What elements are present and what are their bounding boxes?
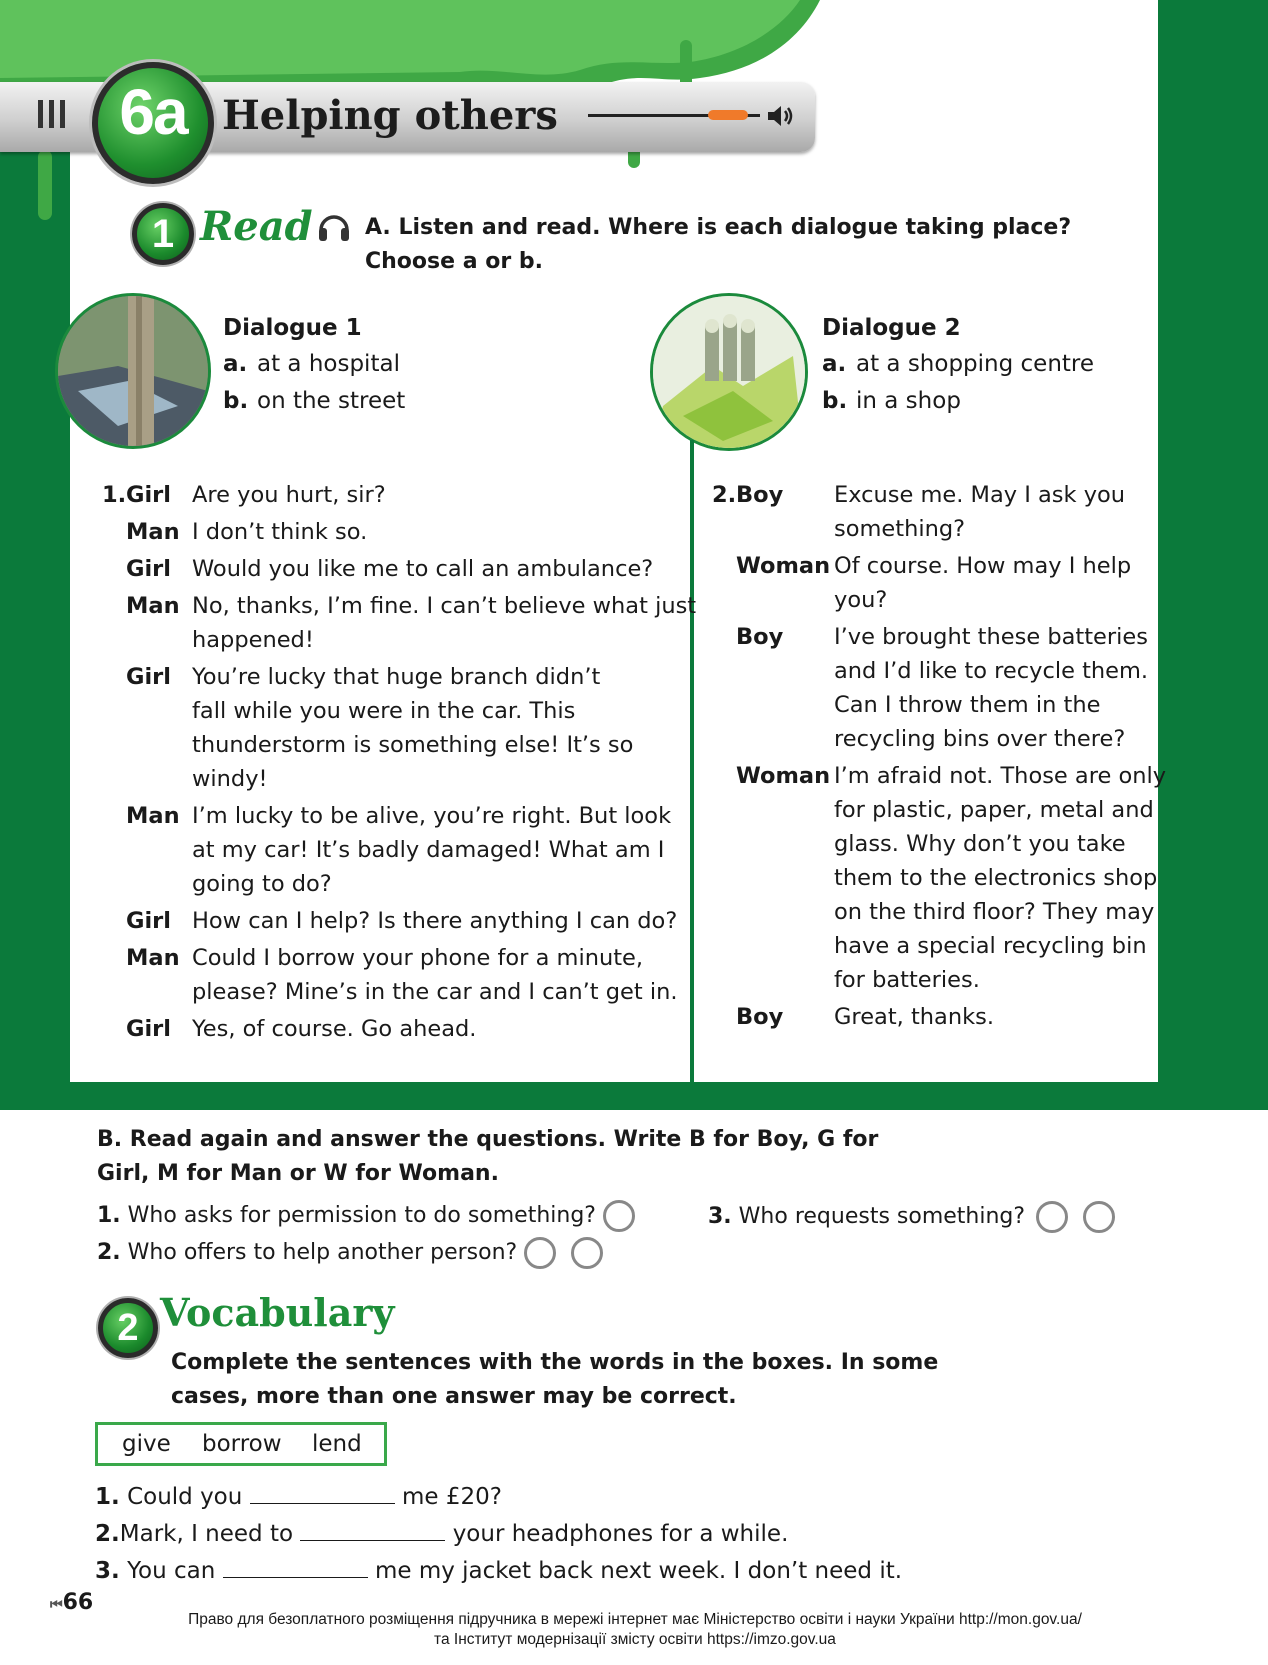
word-option[interactable]: lend	[312, 1431, 362, 1457]
instruction-line-1: A. Listen and read. Where is each dialogue taking place?	[365, 215, 1072, 240]
dialogue-1-option-a[interactable]: a. at a hospital	[223, 351, 400, 377]
dialogue-1-heading: Dialogue 1	[223, 315, 362, 341]
dialogue-line: Of course. How may I help	[834, 553, 1132, 579]
speaker-label: Girl	[126, 908, 171, 934]
word-option[interactable]: give	[122, 1431, 171, 1457]
answer-circle[interactable]	[524, 1237, 556, 1269]
headphones-icon	[316, 208, 352, 244]
dialogue-line: Are you hurt, sir?	[192, 482, 386, 508]
dialogue-line: at my car! It’s badly damaged! What am I	[192, 837, 665, 863]
blank-field[interactable]	[223, 1559, 368, 1578]
dialogue-line: something?	[834, 516, 966, 542]
dialogue-2-option-b[interactable]: b. in a shop	[822, 388, 961, 414]
dialogue-line: please? Mine’s in the car and I can’t get in.	[192, 979, 678, 1005]
dialogue-line: going to do?	[192, 871, 332, 897]
dialogue-line: I’ve brought these batteries	[834, 624, 1148, 650]
batteries-recycling-photo	[650, 293, 808, 451]
word-box	[95, 1422, 387, 1466]
dialogue-line: Can I throw them in the	[834, 692, 1101, 718]
question-2: 2. Who offers to help another person?	[97, 1237, 603, 1269]
dialogue-line: thunderstorm is something else! It’s so	[192, 732, 634, 758]
copyright-footer	[120, 1610, 1150, 1650]
dialogue-line: I don’t think so.	[192, 519, 368, 545]
page-number: ⏮66	[50, 1590, 94, 1615]
speaker-label: Boy	[736, 624, 784, 650]
question-3: 3. Who requests something?	[708, 1201, 1115, 1233]
unit-number: 6a	[119, 76, 187, 148]
answer-circle[interactable]	[603, 1200, 635, 1232]
section-title-read: Read	[200, 203, 313, 250]
speaker-label: Girl	[126, 556, 171, 582]
speaker-label: Girl	[126, 1016, 171, 1042]
blank-field[interactable]	[300, 1522, 445, 1541]
dialogue-line: windy!	[192, 766, 268, 792]
column-divider	[690, 440, 694, 1082]
speaker-label: Woman	[736, 553, 831, 579]
dialogue-line: Yes, of course. Go ahead.	[192, 1016, 477, 1042]
dialogue-line: for plastic, paper, metal and	[834, 797, 1154, 823]
dialogue-line: I’m lucky to be alive, you’re right. But look	[192, 803, 672, 829]
speaker-icon[interactable]	[766, 103, 796, 129]
dialogue-line: I’m afraid not. Those are only	[834, 763, 1167, 789]
speaker-label: Man	[126, 593, 180, 619]
footer-line-2: та Інститут модернізації змісту освіти https://imzo.gov.ua	[434, 1631, 836, 1648]
speaker-label: Man	[126, 519, 180, 545]
speaker-label: Boy	[736, 1004, 784, 1030]
dialogue-line: recycling bins over there?	[834, 726, 1126, 752]
sentence-2: 2.Mark, I need to your headphones for a while.	[95, 1521, 789, 1547]
right-green-strip	[1158, 0, 1268, 1110]
question-1: 1. Who asks for permission to do something?	[97, 1200, 635, 1232]
dialogue-line: you?	[834, 587, 888, 613]
section-title-vocabulary: Vocabulary	[160, 1290, 395, 1335]
instruction-line-2: Choose a or b.	[365, 249, 543, 274]
dialogue-2-heading: Dialogue 2	[822, 315, 961, 341]
tree-on-car-photo	[55, 293, 211, 449]
rewind-icon: ⏮	[50, 1597, 63, 1613]
speaker-label: Man	[126, 803, 180, 829]
dialogue-line: for batteries.	[834, 967, 980, 993]
audio-progress-handle[interactable]	[708, 110, 748, 120]
dialogue-2-number: 2.	[712, 482, 737, 508]
dialogue-line: Great, thanks.	[834, 1004, 994, 1030]
exercise-b-instruction-2: Girl, M for Man or W for Woman.	[97, 1161, 499, 1186]
dialogue-line: them to the electronics shop	[834, 865, 1158, 891]
word-option[interactable]: borrow	[202, 1431, 282, 1457]
dialogue-line: Excuse me. May I ask you	[834, 482, 1126, 508]
dialogue-line: have a special recycling bin	[834, 933, 1147, 959]
speaker-label: Boy	[736, 482, 784, 508]
dialogue-1-number: 1.	[102, 482, 127, 508]
section-number-badge: 1	[132, 203, 194, 265]
menu-bars-icon	[38, 100, 78, 134]
vocabulary-instruction-1: Complete the sentences with the words in the boxes. In some	[171, 1350, 939, 1375]
dialogue-1-option-b[interactable]: b. on the street	[223, 388, 406, 414]
dialogue-2-option-a[interactable]: a. at a shopping centre	[822, 351, 1095, 377]
dialogue-line: glass. Why don’t you take	[834, 831, 1126, 857]
speaker-label: Woman	[736, 763, 831, 789]
section-number-badge: 2	[98, 1298, 158, 1358]
exercise-b-instruction-1: B. Read again and answer the questions. Write B for Boy, G for	[97, 1127, 879, 1152]
dialogue-line: How can I help? Is there anything I can do?	[192, 908, 678, 934]
dialogue-line: and I’d like to recycle them.	[834, 658, 1149, 684]
speaker-label: Girl	[126, 664, 171, 690]
dialogue-line: Could I borrow your phone for a minute,	[192, 945, 644, 971]
dialogue-line: fall while you were in the car. This	[192, 698, 576, 724]
vocabulary-instruction-2: cases, more than one answer may be correct.	[171, 1384, 737, 1409]
dialogue-line: You’re lucky that huge branch didn’t	[192, 664, 601, 690]
speaker-label: Man	[126, 945, 180, 971]
answer-circle[interactable]	[571, 1237, 603, 1269]
sentence-1: 1. Could you me £20?	[95, 1484, 502, 1510]
dialogue-line: happened!	[192, 627, 314, 653]
page-title: Helping others	[222, 92, 558, 139]
footer-line-1: Право для безоплатного розміщення підручника в мережі інтернет має Міністерство освіти і науки України http://mon.gov.ua/	[188, 1611, 1082, 1628]
blank-field[interactable]	[250, 1485, 395, 1504]
answer-circle[interactable]	[1036, 1201, 1068, 1233]
dialogue-line: No, thanks, I’m fine. I can’t believe what just	[192, 593, 697, 619]
dialogue-line: on the third floor? They may	[834, 899, 1155, 925]
dialogue-line: Would you like me to call an ambulance?	[192, 556, 654, 582]
answer-circle[interactable]	[1083, 1201, 1115, 1233]
speaker-label: Girl	[126, 482, 171, 508]
sentence-3: 3. You can me my jacket back next week. I don’t need it.	[95, 1558, 903, 1584]
